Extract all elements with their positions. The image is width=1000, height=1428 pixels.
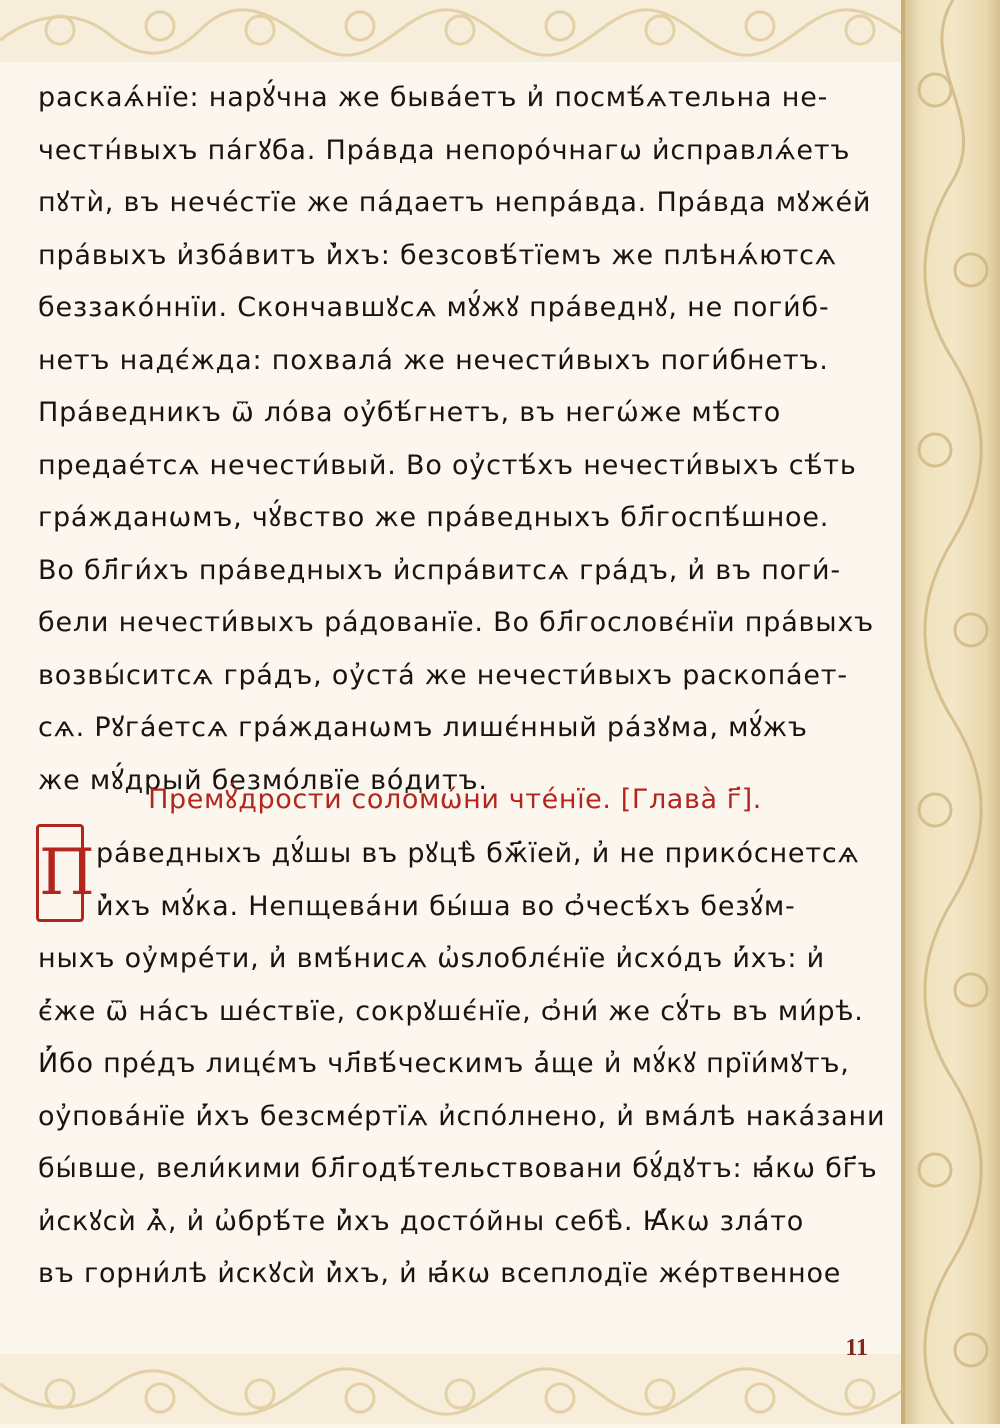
right-ornament-border (905, 0, 1000, 1424)
text-line: возвы́ситсѧ гра́дъ, оу҆ста́ же нечести́выхъ раскопа́ет- (38, 659, 848, 691)
text-line: Пра́ведникъ ѿ ло́ва оу҆бѣ́гнетъ, въ негѡ́же мѣ́сто (38, 397, 782, 428)
text-line: пра́выхъ и҆зба́витъ и҆̀хъ: безсовѣ́тїемъ же плѣнѧ́ютсѧ (38, 239, 837, 271)
text-line: Во бл҃ги́хъ пра́ведныхъ и҆спра́витсѧ гра́дъ, и҆ въ поги́- (38, 554, 841, 586)
text-line: и҆скꙋсѝ ѧ҆̀, и҆ ѡ҆брѣ́те и҆̀хъ досто́йны себѣ̀. Ꙗ҆́кѡ зла́то (38, 1205, 805, 1237)
body-text-lower (38, 828, 886, 1301)
page-number: 11 (845, 1335, 868, 1361)
text-line: бы́вше, вели́кими бл҃годѣ́тельствовани бꙋ́дꙋтъ: ꙗ҆́кѡ бг҃ъ (38, 1153, 878, 1184)
text-line: нетъ надє́жда: похвала́ же нечести́выхъ поги́бнетъ. (38, 344, 829, 376)
text-line: беззако́ннїи. Скончавшꙋсѧ мꙋ́жꙋ пра́веднꙋ, не поги́б- (38, 292, 830, 323)
text-line: гра́жданѡмъ, чꙋ́вство же пра́ведныхъ бл҃госпѣ́шное. (38, 502, 830, 533)
top-scroll-ornament-icon (0, 0, 905, 62)
side-scroll-ornament-icon (905, 0, 1000, 1424)
top-ornament-border (0, 0, 905, 62)
text-line: пꙋтѝ, въ нече́стїе же па́даетъ непра́вда. Пра́вда мꙋже́й (38, 187, 872, 218)
text-line: честн́выхъ па́гꙋба. Пра́вда непоро́чнагѡ и҆справлѧ́етъ (38, 134, 851, 166)
text-line: ра́ведныхъ дꙋ́шы въ рꙋцѣ̀ бж҃їей, и҆ не прико́снетсѧ (96, 838, 860, 869)
text-line: ныхъ оу҆мре́ти, и҆ вмѣ́нисѧ ѡ҆ѕлоблє́нїе и҆схо́дъ и҆́хъ: и҆ (38, 943, 825, 974)
bottom-scroll-ornament-icon (0, 1354, 905, 1424)
bottom-ornament-border (0, 1354, 905, 1424)
dropcap-initial: П (36, 824, 84, 922)
text-line: є҆́же ѿ на́съ ше́ствїе, сокрꙋшє́нїе, ѻ҆ни́ же сꙋ́ть въ ми́рѣ. (38, 995, 864, 1027)
text-line: сѧ. Рꙋга́етсѧ гра́жданѡмъ лишє́нный ра́зꙋма, мꙋ́жъ (38, 712, 808, 743)
text-line: и҆̀хъ мꙋ́ка. Непщева́ни бы́ша во ѻ҆чесѣ́хъ безꙋ́м- (96, 890, 796, 922)
body-text-upper (38, 72, 878, 807)
text-line: въ горни́лѣ и҆скꙋсѝ и҆̀хъ, и҆ ꙗ҆́кѡ всеплодїе же́ртвенное (38, 1258, 842, 1289)
text-line: предае́тсѧ нечести́вый. Во оу҆стѣ́хъ нечести́выхъ сѣ́ть (38, 449, 857, 481)
text-line: оу҆пова́нїе и҆́хъ безсме́ртїѧ и҆спо́лнено, и҆ вма́лѣ нака́зани (38, 1100, 886, 1132)
text-line: же мꙋ́дрый безмо́лвїе во́дитъ. (38, 764, 488, 796)
text-line: И҆́бо пре́дъ лицє́мъ чл҃вѣ́ческимъ а҆́ще и҆ мꙋ́кꙋ прїи́мꙋтъ, (38, 1048, 850, 1079)
text-line: бели нечести́выхъ ра́дованїе. Во бл҃гословє́нїи пра́выхъ (38, 607, 875, 638)
text-line: раскаѧ́нїе: нарꙋ́чна же быва́етъ и҆ посмѣ́ѧтельна не- (38, 82, 829, 113)
chapter-heading: Премꙋ́дрости соломѡ́ни чте́нїе. [Глава̀ г҃]. (148, 784, 762, 815)
